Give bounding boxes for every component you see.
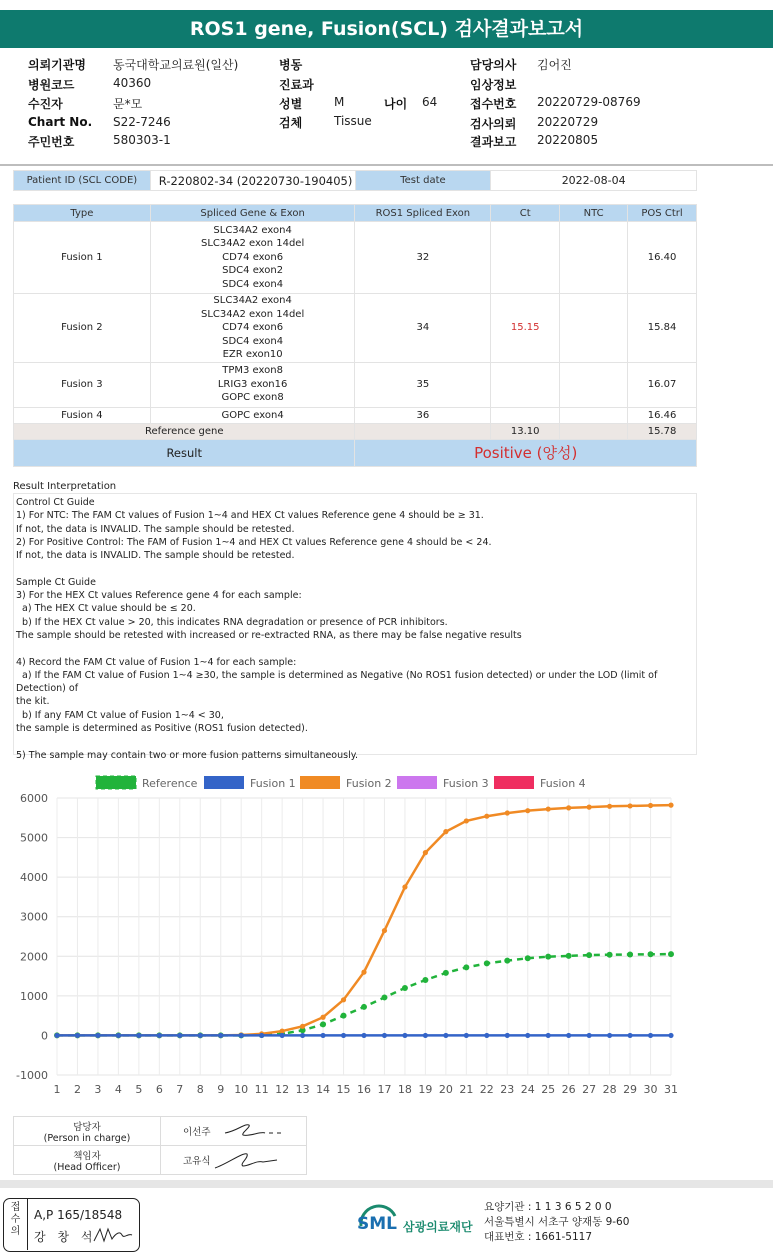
sml-logo (357, 1204, 477, 1244)
data-point (566, 805, 571, 810)
legend-swatch (300, 776, 340, 789)
gene-item: GOPC exon4 (221, 409, 284, 421)
data-point (587, 1033, 592, 1038)
patient-id-table (13, 170, 697, 191)
y-tick-label: 3000 (20, 910, 48, 924)
stamp-label (4, 1199, 28, 1250)
patient-id-label: Patient ID (SCL CODE) (14, 171, 151, 191)
x-tick-label: 1 (53, 1083, 61, 1096)
y-tick-label: 5000 (20, 831, 48, 845)
col-header-ct: Ct (491, 205, 560, 222)
row-genes (150, 362, 355, 407)
doctor-value: 김어진 (537, 58, 572, 72)
data-point (607, 804, 612, 809)
data-point (668, 951, 674, 957)
x-tick-label: 25 (541, 1083, 556, 1096)
data-point (525, 1033, 530, 1038)
col-header-exon: ROS1 Spliced Exon (355, 205, 491, 222)
row-pos: 16.07 (628, 362, 697, 407)
x-tick-label: 2 (73, 1083, 81, 1096)
x-tick-label: 10 (234, 1083, 249, 1096)
data-point (402, 884, 407, 889)
logo-name: 삼광의료재단 (403, 1220, 473, 1234)
x-tick-label: 18 (397, 1083, 412, 1096)
interpretation-title: Result Interpretation (13, 481, 117, 492)
data-point (402, 985, 408, 991)
data-point (484, 960, 490, 966)
x-tick-label: 29 (623, 1083, 638, 1096)
row-exon: 35 (355, 362, 491, 407)
footer (0, 1180, 773, 1256)
data-point (648, 803, 653, 808)
row-ct (491, 362, 560, 407)
data-point (300, 1033, 305, 1038)
col-header-ntc: NTC (560, 205, 628, 222)
data-point (382, 1033, 387, 1038)
specimen-value: Tissue (334, 114, 372, 128)
data-point (361, 1033, 366, 1038)
signoff-role (14, 1146, 161, 1175)
data-point (668, 1033, 673, 1038)
reference-ct: 13.10 (491, 423, 560, 439)
patient-id-value: R-220802-34 (20220730-190405) (150, 171, 355, 191)
row-type: Fusion 3 (14, 362, 151, 407)
receipt-stamp (3, 1198, 140, 1252)
org-info (484, 1200, 629, 1245)
gene-item: SDC4 exon4 (222, 278, 284, 290)
reference-exon (355, 423, 491, 439)
patient-name-value: 문*모 (113, 97, 143, 111)
row-type: Fusion 2 (14, 294, 151, 363)
x-tick-label: 12 (275, 1083, 290, 1096)
x-tick-label: 9 (217, 1083, 225, 1096)
gene-item: SLC34A2 exon4 (213, 295, 292, 306)
report-header (0, 52, 773, 166)
data-point (648, 1033, 653, 1038)
gene-item: SDC4 exon2 (222, 265, 284, 277)
data-point (320, 1015, 325, 1020)
data-point (464, 818, 469, 823)
specimen-label: 검체 (279, 116, 303, 130)
request-date-label: 검사의뢰 (470, 117, 517, 131)
sex-label: 성별 (279, 97, 303, 111)
data-point (341, 1033, 346, 1038)
data-point (464, 1033, 469, 1038)
data-point (300, 1024, 305, 1029)
data-point (136, 1033, 141, 1038)
x-tick-label: 30 (643, 1083, 658, 1096)
data-point (95, 1033, 100, 1038)
report-title: ROS1 gene, Fusion(SCL) 검사결과보고서 (0, 10, 773, 48)
x-tick-label: 28 (602, 1083, 617, 1096)
hospital-code-label: 병원코드 (28, 78, 75, 92)
logo-short: SML (357, 1214, 397, 1234)
reference-label: Reference gene (14, 423, 355, 439)
hospital-value: 동국대학교의료원(일산) (113, 58, 239, 72)
doctor-label: 담당의사 (470, 58, 517, 72)
gene-item: SLC34A2 exon4 (213, 224, 292, 236)
report-date-value: 20220805 (537, 133, 599, 147)
x-tick-label: 11 (254, 1083, 269, 1096)
signoff-name-cell (161, 1146, 307, 1175)
data-point (177, 1033, 182, 1038)
data-point (566, 1033, 571, 1038)
org-line: 서울특별시 서초구 양재동 9-60 (484, 1216, 630, 1228)
data-point (525, 955, 531, 961)
row-genes (150, 407, 355, 423)
row-pos: 16.46 (628, 407, 697, 423)
signature-image (221, 1119, 281, 1141)
sex-value: M (334, 95, 345, 109)
report-date-label: 결과보고 (470, 135, 517, 149)
signoff-row (14, 1146, 307, 1175)
age-value: 64 (422, 95, 438, 109)
gene-item: LRIG3 exon16 (217, 378, 288, 390)
data-point (546, 806, 551, 811)
data-point (443, 970, 449, 976)
role-en: (Person in charge) (43, 1132, 131, 1144)
data-point (361, 970, 366, 975)
legend-swatch (96, 776, 136, 789)
data-point (607, 952, 613, 958)
receipt-no-value: 20220729-08769 (537, 95, 641, 109)
y-tick-label: 2000 (20, 950, 48, 964)
data-point (545, 954, 551, 960)
chart-no-value: S22-7246 (113, 115, 171, 129)
x-tick-label: 3 (94, 1083, 102, 1096)
data-point (586, 952, 592, 958)
legend-swatch (494, 776, 534, 789)
result-row (14, 439, 697, 466)
data-point (546, 1033, 551, 1038)
data-point (504, 958, 510, 964)
col-header-genes: Spliced Gene & Exon (150, 205, 355, 222)
org-line: 요양기관 : 1 1 3 6 5 2 0 0 (484, 1201, 612, 1213)
data-point (627, 952, 633, 958)
org-line: 대표번호 : 1661-5117 (484, 1231, 593, 1243)
table-header-row (14, 205, 697, 222)
row-genes (150, 222, 355, 294)
reference-pos: 15.78 (628, 423, 697, 439)
data-point (505, 1033, 510, 1038)
y-tick-label: 0 (41, 1029, 48, 1043)
row-exon: 34 (355, 294, 491, 363)
x-tick-label: 4 (114, 1083, 122, 1096)
data-point (423, 850, 428, 855)
gene-item: CD74 exon6 (222, 251, 284, 263)
gene-item: GOPC exon8 (221, 392, 284, 404)
data-point (198, 1033, 203, 1038)
data-point (668, 803, 673, 808)
data-point (463, 964, 469, 970)
row-exon: 36 (355, 407, 491, 423)
col-header-pos: POS Ctrl (628, 205, 697, 222)
row-ct: 15.15 (491, 294, 560, 363)
data-point (422, 977, 428, 983)
x-tick-label: 14 (316, 1083, 331, 1096)
signoff-row (14, 1117, 307, 1146)
row-ntc (560, 222, 628, 294)
stamp-signature (92, 1223, 134, 1247)
table-row (14, 222, 697, 294)
chart-svg (0, 766, 773, 1101)
data-point (381, 994, 387, 1000)
request-date-value: 20220729 (537, 115, 599, 129)
x-tick-label: 20 (438, 1083, 453, 1096)
data-point (157, 1033, 162, 1038)
legend-swatch (204, 776, 244, 789)
department-label: 진료과 (279, 78, 314, 92)
y-tick-label: 4000 (20, 871, 48, 885)
data-point (484, 814, 489, 819)
legend-label: Fusion 3 (443, 777, 489, 790)
data-point (566, 953, 572, 959)
x-tick-label: 21 (459, 1083, 474, 1096)
data-point (341, 997, 346, 1002)
data-point (402, 1033, 407, 1038)
legend-swatch (397, 776, 437, 789)
signoff-name: 고유식 (183, 1156, 211, 1167)
signoff-name: 이선주 (183, 1127, 211, 1138)
data-point (505, 810, 510, 815)
data-point (627, 803, 632, 808)
table-row (14, 362, 697, 407)
result-label: Result (14, 439, 355, 466)
reference-ntc (560, 423, 628, 439)
x-tick-label: 31 (664, 1083, 678, 1096)
legend-label: Fusion 2 (346, 777, 392, 790)
col-header-type: Type (14, 205, 151, 222)
gene-item: CD74 exon6 (222, 322, 284, 333)
stamp-name: 강 창 석 (34, 1230, 97, 1244)
data-point (382, 928, 387, 933)
signoff-table (13, 1116, 307, 1175)
patient-name-label: 수진자 (28, 97, 63, 111)
legend-label: Reference (142, 777, 198, 790)
x-tick-label: 23 (500, 1083, 515, 1096)
row-ntc (560, 407, 628, 423)
row-pos: 15.84 (628, 294, 697, 363)
signoff-name-cell (161, 1117, 307, 1146)
signature-image (213, 1148, 283, 1172)
data-point (320, 1021, 326, 1027)
result-value: Positive (양성) (355, 439, 697, 466)
data-point (607, 1033, 612, 1038)
x-tick-label: 16 (357, 1083, 371, 1096)
x-tick-label: 7 (176, 1083, 184, 1096)
x-tick-label: 6 (155, 1083, 163, 1096)
interpretation-text: Control Ct Guide 1) For NTC: The FAM Ct values of Fusion 1~4 and HEX Ct values Reference gene 4 should be ≥ 31. If not, the data is INVALID. The sample should be retested. 2) For Positive Control: The FAM of Fusion 1~4 and HEX Ct values Reference gene 4 should be < 24. If not, the data is INVALID. The sample should be retested. Sample Ct Guide 3) For the HEX Ct values Reference gene 4 for each sample: a) The HEX Ct value should be ≤ 20. b) If the HEX Ct value > 20, this indicates RNA degradation or presence of PCR inhibitors. The sample should be retested with increased or re-extracted RNA, as there may be false negative results 4) Record the FAM Ct value of Fusion 1~4 for each sample: a) If the FAM Ct value of Fusion 1~4 ≥30, the sample is determined as Negative (No ROS1 fusion detected) or under the LOD (limit of Detection) of the kit. b) If any FAM Ct value of Fusion 1~4 < 30, the sample is determined as Positive (ROS1 fusion detected). 5) The sample may contain two or more fusion patterns simultaneously. (13, 493, 697, 755)
stamp-code: A,P 165/18548 (34, 1208, 123, 1222)
data-point (648, 951, 654, 957)
results-table (13, 204, 697, 467)
data-point (443, 1033, 448, 1038)
clinical-info-label: 임상정보 (470, 78, 517, 92)
chart-no-label: Chart No. (28, 115, 93, 129)
data-point (116, 1033, 121, 1038)
x-tick-label: 17 (377, 1083, 392, 1096)
row-genes (150, 294, 355, 363)
test-date-value: 2022-08-04 (491, 171, 697, 191)
data-point (239, 1033, 244, 1038)
x-tick-label: 22 (479, 1083, 494, 1096)
x-tick-label: 19 (418, 1083, 433, 1096)
row-type: Fusion 1 (14, 222, 151, 294)
data-point (54, 1033, 59, 1038)
role-ko: 책임자 (73, 1150, 101, 1162)
row-pos: 16.40 (628, 222, 697, 294)
x-tick-label: 24 (520, 1083, 535, 1096)
legend-label: Fusion 1 (250, 777, 296, 790)
gene-item: EZR exon10 (222, 349, 283, 360)
data-point (484, 1033, 489, 1038)
x-tick-label: 13 (295, 1083, 310, 1096)
role-en: (Head Officer) (53, 1161, 121, 1173)
x-tick-label: 27 (582, 1083, 597, 1096)
hospital-label: 의뢰기관명 (28, 58, 86, 72)
row-ntc (560, 294, 628, 363)
row-ntc (560, 362, 628, 407)
data-point (259, 1033, 264, 1038)
row-type: Fusion 4 (14, 407, 151, 423)
row-ct (491, 407, 560, 423)
data-point (341, 1013, 347, 1019)
resident-no-label: 주민번호 (28, 135, 75, 149)
stamp-char: 의 (10, 1226, 21, 1237)
receipt-no-label: 접수번호 (470, 97, 517, 111)
data-point (320, 1033, 325, 1038)
test-date-label: Test date (355, 171, 491, 191)
resident-no-value: 580303-1 (113, 133, 171, 147)
data-point (443, 829, 448, 834)
row-exon: 32 (355, 222, 491, 294)
gene-item: SLC34A2 exon 14del (201, 238, 305, 250)
reference-row (14, 423, 697, 439)
data-point (525, 808, 530, 813)
table-row (14, 294, 697, 363)
table-row (14, 407, 697, 423)
y-tick-label: -1000 (16, 1069, 48, 1082)
x-tick-label: 5 (135, 1083, 143, 1096)
y-tick-label: 1000 (20, 989, 48, 1003)
gene-item: SDC4 exon4 (222, 335, 284, 347)
amplification-chart (0, 766, 773, 1101)
x-tick-label: 15 (336, 1083, 351, 1096)
hospital-code-value: 40360 (113, 76, 152, 90)
stamp-char: 수 (10, 1214, 21, 1225)
data-point (587, 805, 592, 810)
signoff-role (14, 1117, 161, 1146)
x-tick-label: 8 (196, 1083, 204, 1096)
stamp-char: 접 (10, 1202, 21, 1213)
gene-item: TPM3 exon8 (222, 365, 283, 377)
gene-item: SLC34A2 exon 14del (201, 308, 305, 320)
data-point (361, 1004, 367, 1010)
data-point (423, 1033, 428, 1038)
y-tick-label: 6000 (20, 792, 48, 805)
data-point (627, 1033, 632, 1038)
data-point (218, 1033, 223, 1038)
ward-label: 병동 (279, 58, 303, 72)
role-ko: 담당자 (73, 1121, 101, 1133)
row-ct (491, 222, 560, 294)
data-point (75, 1033, 80, 1038)
data-point (280, 1033, 285, 1038)
age-label: 나이 (384, 97, 408, 111)
legend-label: Fusion 4 (540, 777, 586, 790)
x-tick-label: 26 (561, 1083, 576, 1096)
